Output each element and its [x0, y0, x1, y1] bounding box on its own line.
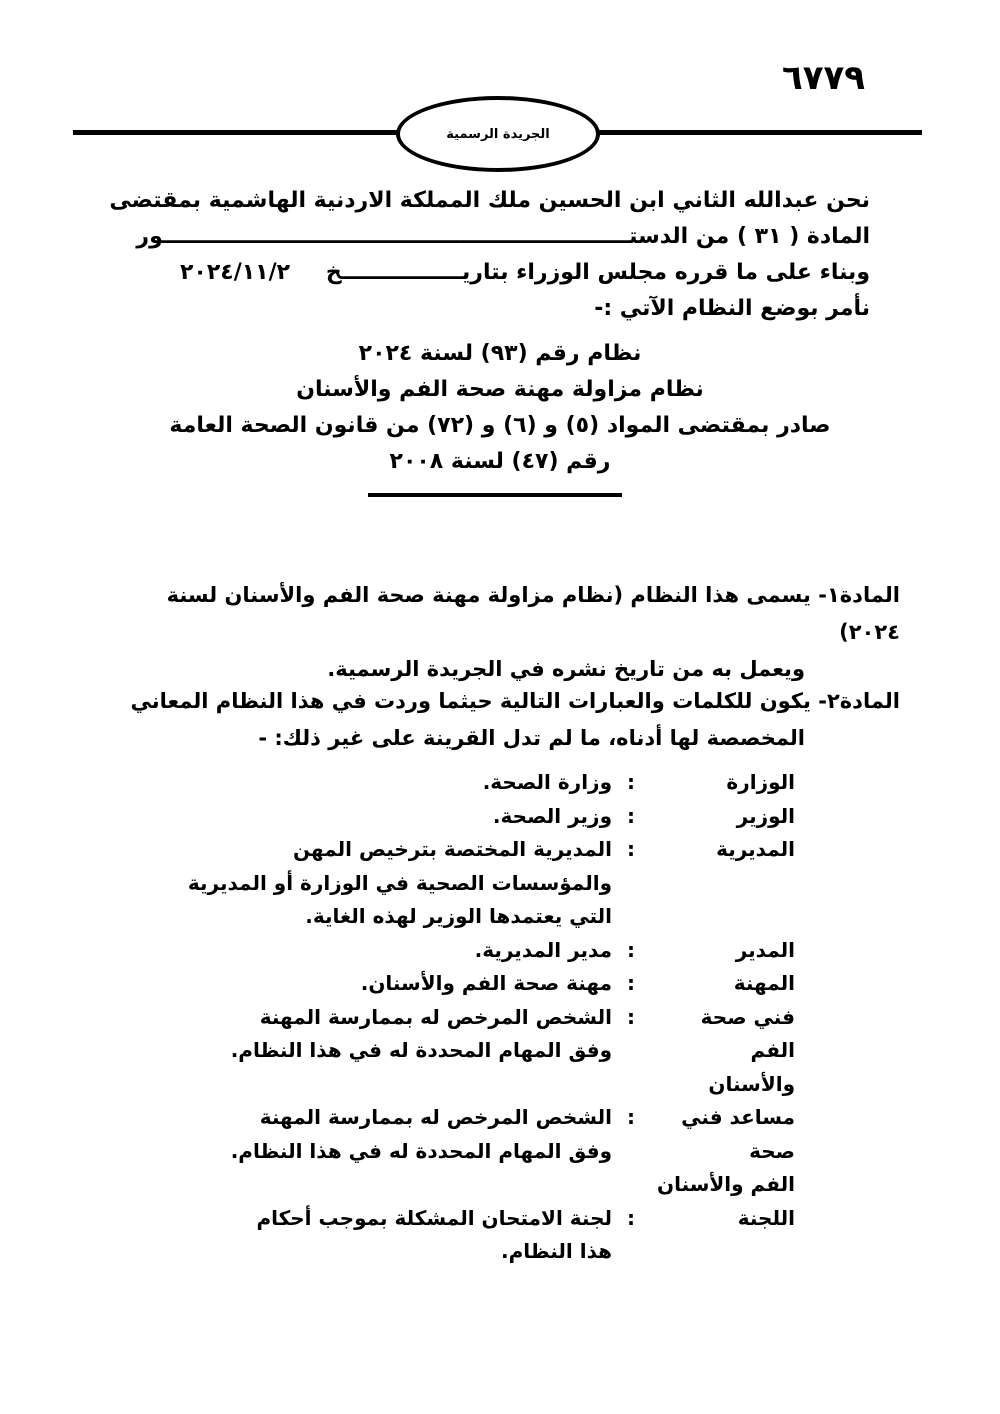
- definition-line: الشخص المرخص له بممارسة المهنة: [259, 1004, 612, 1029]
- definition-text: [130, 800, 612, 834]
- definition-term-line: الفم والأسنان: [657, 1172, 795, 1196]
- definition-line: وفق المهام المحددة له في هذا النظام.: [230, 1038, 612, 1062]
- definition-term: الوزارة: [726, 770, 795, 794]
- article-text: ويعمل به من تاريخ نشره في الجريدة الرسمية.: [327, 657, 805, 681]
- definition-colon: :: [627, 837, 635, 861]
- gazette-emblem: [396, 96, 600, 172]
- definition-row: [130, 1101, 795, 1202]
- definition-row: [130, 1202, 795, 1269]
- preamble-line: [136, 219, 870, 255]
- article-2: [125, 683, 900, 757]
- definition-line: وفق المهام المحددة له في هذا النظام.: [230, 1138, 612, 1163]
- gazette-name: الجريدة الرسمية: [446, 126, 550, 142]
- definition-text: [130, 766, 612, 800]
- definition-text: [130, 934, 612, 968]
- article-text: المادة٢- يكون للكلمات والعبارات التالية حيثما وردت في هذا النظام المعاني: [130, 689, 900, 713]
- definition-term: المهنة: [733, 971, 795, 995]
- definition-line: مهنة صحة الفم والأسنان.: [360, 971, 612, 995]
- definition-term: المدير: [735, 937, 795, 962]
- title-divider: [368, 493, 622, 497]
- definition-colon: :: [627, 770, 635, 794]
- preamble-line: نحن عبدالله الثاني ابن الحسين ملك المملكة الاردنية الهاشمية بمقتضى: [109, 188, 870, 213]
- definition-line: مدير المديرية.: [474, 937, 612, 962]
- definition-line: لجنة الامتحان المشكلة بموجب أحكام: [256, 1205, 612, 1230]
- definition-text: [130, 833, 612, 934]
- definition-line: الشخص المرخص له بممارسة المهنة: [259, 1105, 612, 1129]
- preamble-line: [180, 255, 870, 291]
- definition-row: [130, 934, 795, 968]
- regulation-name: نظام مزاولة مهنة صحة الفم والأسنان: [296, 377, 704, 402]
- definition-text: [130, 967, 612, 1001]
- article-text: المادة١- يسمى هذا النظام (نظام مزاولة مهنة صحة الفم والأسنان لسنة ٢٠٢٤): [166, 583, 900, 644]
- header-rule-right: [595, 130, 922, 135]
- preamble-text: ـــــــــــــــــــــور: [136, 224, 321, 249]
- definition-term: [650, 1101, 795, 1202]
- definition-row: [130, 800, 795, 834]
- regulation-number: نظام رقم (٩٣) لسنة ٢٠٢٤: [358, 341, 642, 366]
- definition-term-line: فني صحة الفم: [700, 1004, 795, 1062]
- definition-term-line: مساعد فني صحة: [681, 1105, 795, 1163]
- definition-term: [650, 1001, 795, 1102]
- definition-colon: :: [627, 1105, 635, 1129]
- issued-under: صادر بمقتضى المواد (٥) و (٦) و (٧٢) من قانون الصحة العامة: [169, 413, 831, 438]
- royal-preamble: [109, 183, 870, 327]
- definition-line: هذا النظام.: [500, 1239, 612, 1263]
- page-number: ٦٧٧٩: [781, 58, 865, 98]
- definition-term: اللجنة: [737, 1205, 795, 1230]
- regulation-title: [150, 336, 850, 480]
- preamble-text: وبناء على ما قرره مجلس الوزراء بتاريــــــــــــــــخ: [325, 260, 870, 285]
- definition-colon: :: [627, 803, 635, 828]
- definition-text: [130, 1001, 612, 1102]
- definition-line: والمؤسسات الصحية في الوزارة أو المديرية: [187, 870, 612, 895]
- definition-line: التي يعتمدها الوزير لهذه الغاية.: [305, 904, 612, 928]
- definition-text: [130, 1202, 612, 1269]
- article-text: المخصصة لها أدناه، ما لم تدل القرينة على غير ذلك: -: [258, 726, 805, 750]
- definition-colon: :: [627, 971, 635, 995]
- definition-row: [130, 967, 795, 1001]
- preamble-text: المادة ( ٣١ ) من الدستـــــــــــــــــــــــــــــــــــــــــ: [320, 224, 870, 249]
- preamble-line: نأمر بوضع النظام الآتي :-: [594, 296, 870, 321]
- definition-line: المديرية المختصة بترخيص المهن: [293, 837, 612, 861]
- article-1: [125, 577, 900, 688]
- definition-term: المديرية: [716, 837, 795, 861]
- law-number: رقم (٤٧) لسنة ٢٠٠٨: [389, 449, 611, 474]
- definition-term-line: والأسنان: [708, 1071, 795, 1096]
- definition-colon: :: [627, 937, 635, 962]
- definition-row: [130, 1001, 795, 1102]
- definition-row: [130, 833, 795, 934]
- definitions-list: [130, 766, 795, 1269]
- definition-colon: :: [627, 1205, 635, 1230]
- definition-line: وزارة الصحة.: [482, 770, 612, 794]
- definition-line: وزير الصحة.: [492, 803, 612, 828]
- definition-colon: :: [627, 1004, 635, 1029]
- definition-row: [130, 766, 795, 800]
- definition-text: [130, 1101, 612, 1202]
- header-rule-left: [73, 130, 403, 135]
- cabinet-decision-date: ٢٠٢٤/١١/٢: [180, 260, 291, 285]
- definition-term: الوزير: [736, 803, 795, 828]
